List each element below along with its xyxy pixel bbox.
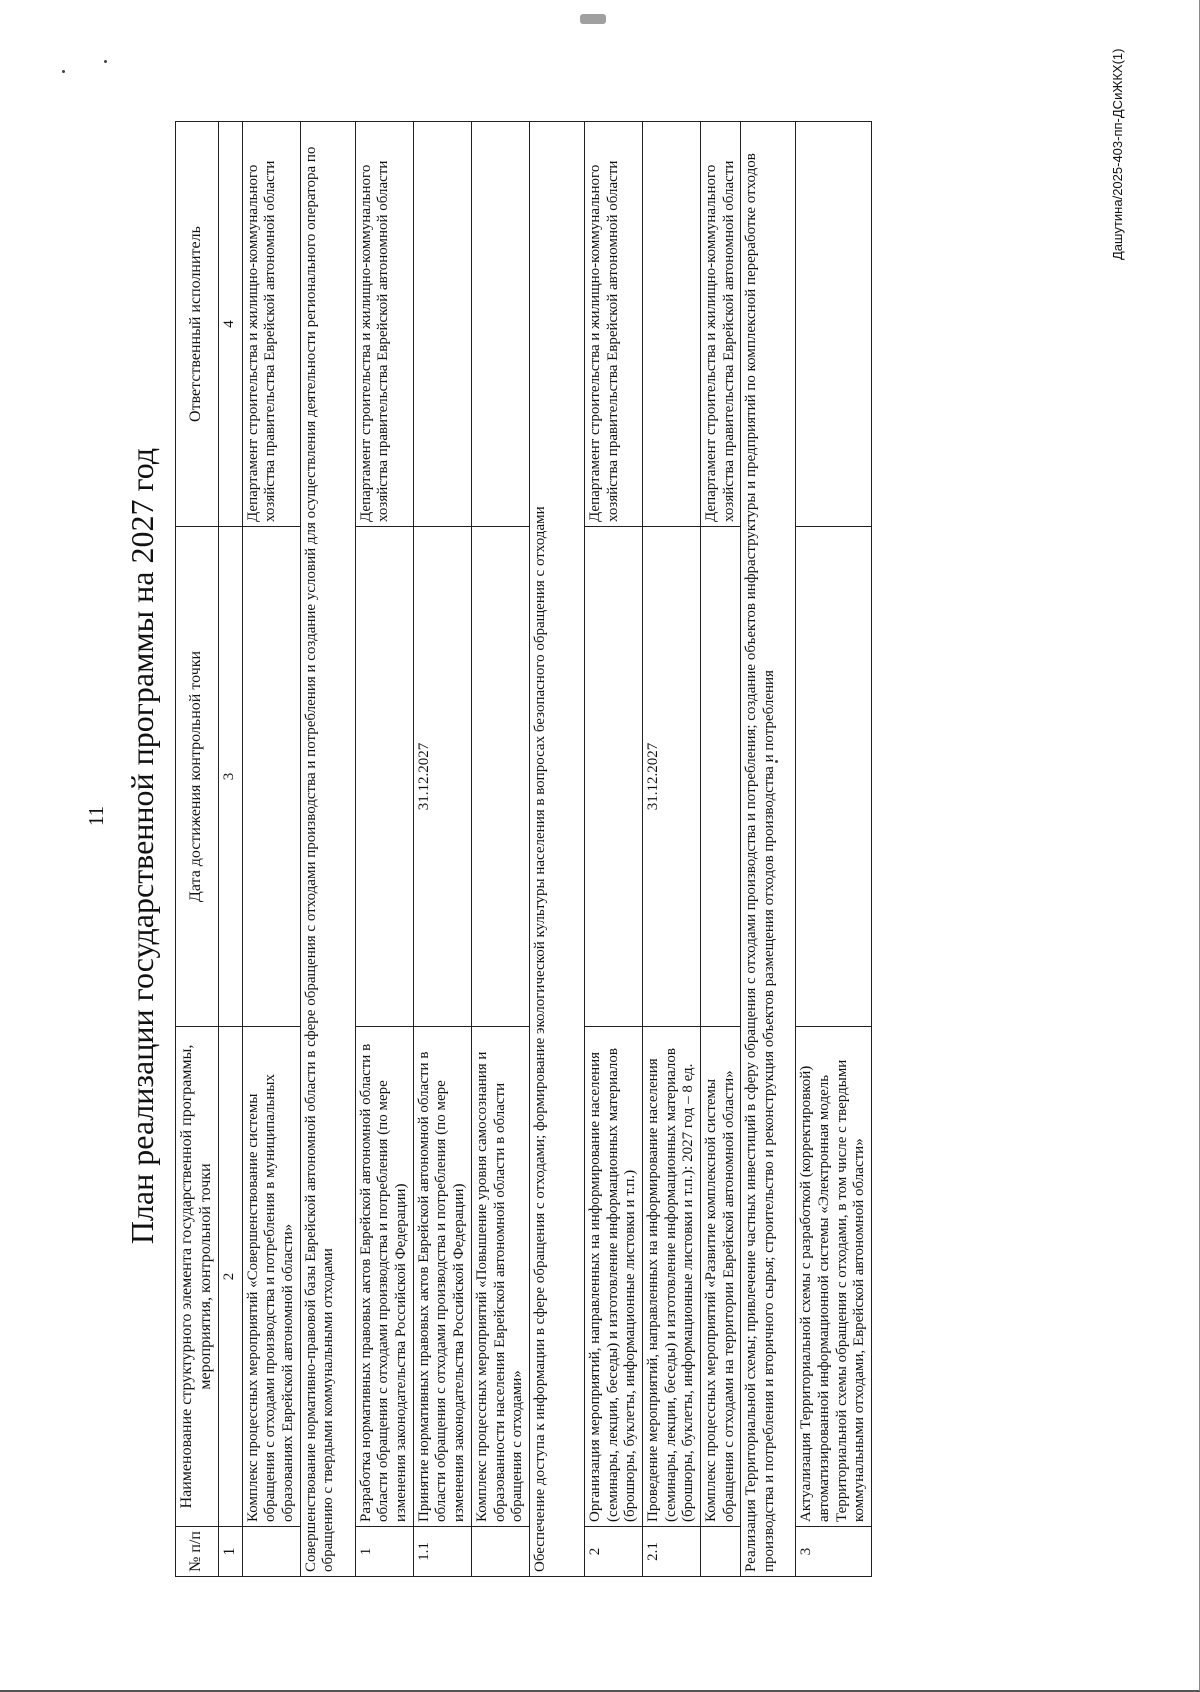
row-exec — [642, 122, 700, 527]
row-date — [796, 527, 872, 1027]
section-row — [529, 122, 584, 1577]
table-row — [413, 122, 471, 1577]
row-num — [471, 1527, 529, 1577]
row-num: 2.1 — [642, 1527, 700, 1577]
row-num: 1.1 — [413, 1527, 471, 1577]
header-exec: Ответственный исполнитель — [176, 122, 219, 527]
plan-table — [175, 121, 872, 1577]
col-index: 2 — [218, 1027, 242, 1527]
table-row — [701, 122, 741, 1577]
section-row — [300, 122, 355, 1577]
header-name: Наименование структурного элемента государственной программы, мероприятия, контрольной точки — [176, 1027, 219, 1527]
section-text: Совершенствование нормативно-правовой базы Еврейской автономной области в сфере обращения с отходами производства и потребления и создание условий для осуществления деятельности регионального оператора по обращению с твердыми коммунальными отходами — [300, 122, 355, 1577]
row-num: 1 — [355, 1527, 413, 1577]
page-title: План реализации государственной программы на 2027 год — [124, 447, 160, 1245]
row-date — [584, 527, 642, 1027]
section-row — [741, 122, 796, 1577]
row-date: 31.12.2027 — [413, 527, 471, 1027]
row-name: Принятие нормативных правовых актов Еврейской автономной области в области обращения с отходами производства и потребления (по мере изменения законодательства Российской Федерации) — [413, 1027, 471, 1527]
section-text: Обеспечение доступа к информации в сфере обращения с отходами; формирование экологической культуры населения в вопросах безопасного обращения с отходами — [529, 122, 584, 1577]
row-name: Комплекс процессных мероприятий «Развитие комплексной системы обращения с отходами на территории Еврейской автономной области» — [701, 1027, 741, 1527]
row-name: Комплекс процессных мероприятий «Совершенствование системы обращения с отходами производства и потребления в муниципальных образованиях Еврейской автономной области» — [242, 1027, 300, 1527]
document-code: Дашутина/2025-403-пп-ДСиЖКХ(1) — [1110, 48, 1125, 260]
row-exec — [796, 122, 872, 527]
table-row — [642, 122, 700, 1577]
table-row — [584, 122, 642, 1577]
section-text: Реализация Территориальной схемы; привлечение частных инвестиций в сферу обращения с отходами производства и потребления; создание объектов инфраструктуры и предприятий по комплексной переработке отходов производства и потребления и вторичного сырья; строительство и реконструкция объектов размещения отходов производства и потребления — [741, 122, 796, 1577]
table-row — [355, 122, 413, 1577]
row-exec: Департамент строительства и жилищно-коммунального хозяйства правительства Еврейской автономной области — [584, 122, 642, 527]
row-num: 2 — [584, 1527, 642, 1577]
page-number: 11 — [84, 805, 108, 827]
header-date: Дата достижения контрольной точки — [176, 527, 219, 1027]
table-header-row — [176, 122, 219, 1577]
row-date — [242, 527, 300, 1027]
header-num: № п/п — [176, 1527, 219, 1577]
row-name: Актуализация Территориальной схемы с разработкой (корректировкой) автоматизированной информационной системы «Электронная модель Территориальной схемы обращения с отходами, в том числе с твердыми коммунальными отходами, Еврейской автономной области» — [796, 1027, 872, 1527]
row-num — [242, 1527, 300, 1577]
row-date — [471, 527, 529, 1027]
row-num — [701, 1527, 741, 1577]
row-exec: Департамент строительства и жилищно-коммунального хозяйства правительства Еврейской автономной области — [355, 122, 413, 527]
table-row — [242, 122, 300, 1577]
row-exec — [413, 122, 471, 527]
row-date — [355, 527, 413, 1027]
row-date: 31.12.2027 — [642, 527, 700, 1027]
col-index: 1 — [218, 1527, 242, 1577]
row-name: Организация мероприятий, направленных на информирование населения (семинары, лекции, беседы) и изготовление информационных материалов (брошюры, буклеты, информационные листовки и т.п.) — [584, 1027, 642, 1527]
column-index-row — [218, 122, 242, 1577]
row-num: 3 — [796, 1527, 872, 1577]
row-name: Разработка нормативных правовых актов Еврейской автономной области в области обращения с отходами производства и потребления (по мере изменения законодательства Российской Федерации) — [355, 1027, 413, 1527]
row-name: Комплекс процессных мероприятий «Повышение уровня самосознания и образованности населения Еврейской автономной области в области обращения с отходами» — [471, 1027, 529, 1527]
row-exec — [471, 122, 529, 527]
row-name: Проведение мероприятий, направленных на информирование населения (семинары, лекции, беседы) и изготовление информационных материалов (брошюры, буклеты, информационные листовки и т.п.): 2027 год – 8 ед. — [642, 1027, 700, 1527]
table-row — [796, 122, 872, 1577]
row-exec: Департамент строительства и жилищно-коммунального хозяйства правительства Еврейской автономной области — [242, 122, 300, 527]
col-index: 4 — [218, 122, 242, 527]
table-row — [471, 122, 529, 1577]
row-exec: Департамент строительства и жилищно-коммунального хозяйства правительства Еврейской автономной области — [701, 122, 741, 527]
col-index: 3 — [218, 527, 242, 1027]
row-date — [701, 527, 741, 1027]
